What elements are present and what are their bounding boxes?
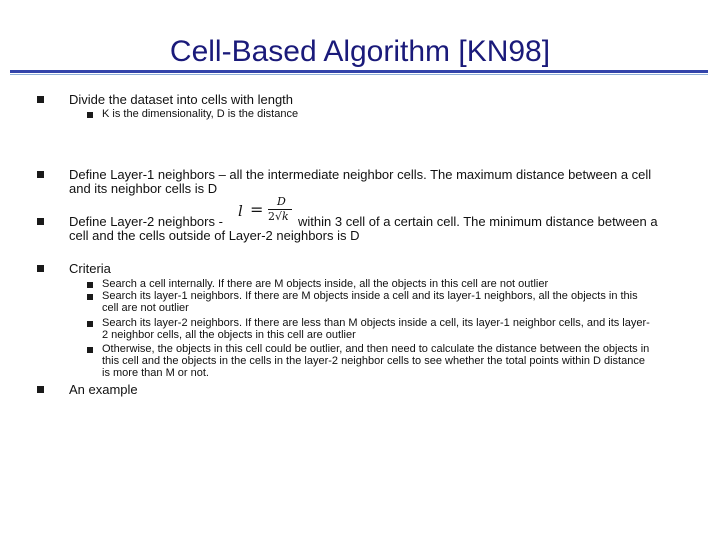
sub-bullet-marker: [87, 282, 93, 288]
sub-bullet-text-continued: 2 neighbor cells, all the objects in this cell are outlier: [102, 329, 356, 341]
formula-denominator-var: k: [282, 210, 289, 223]
sub-bullet-text: Otherwise, the objects in this cell could be outlier, and then need to calculate the distance between the objects in: [102, 343, 650, 355]
bullet-marker: [37, 386, 44, 393]
bullet-marker: [37, 171, 44, 178]
bullet-text: An example: [69, 382, 138, 397]
sub-bullet-text: Search its layer-2 neighbors. If there are less than M objects inside a cell, its layer-1 neighbor cells, and its layer-: [102, 317, 650, 329]
sub-bullet-marker: [87, 294, 93, 300]
sub-bullet-marker: [87, 112, 93, 118]
bullet-text-after-formula: within 3 cell of a certain cell. The minimum distance between a: [298, 214, 658, 229]
sub-bullet-marker: [87, 321, 93, 327]
formula-denominator: [268, 210, 289, 223]
cell-length-formula: [237, 195, 297, 227]
bullet-text-continued: cell and the cells outside of Layer-2 neighbors is D: [69, 228, 360, 243]
bullet-marker: [37, 96, 44, 103]
formula-sqrt: √: [275, 210, 283, 223]
bullet-text: Criteria: [69, 261, 111, 276]
sub-bullet-marker: [87, 347, 93, 353]
title-underline-shadow: [10, 74, 708, 75]
bullet-text-continued: and its neighbor cells is D: [69, 181, 218, 196]
bullet-text: Divide the dataset into cells with length: [69, 92, 294, 107]
sub-bullet-text-continued: this cell and the objects in the cells in the layer-2 neighbor cells to see whether the total points within D distance: [102, 355, 645, 367]
formula-lhs: l: [238, 202, 243, 220]
sub-bullet-text-continued: is more than M or not.: [102, 367, 209, 379]
sub-bullet-text: K is the dimensionality, D is the distance: [102, 108, 299, 120]
formula-numerator: D: [277, 195, 286, 208]
title-underline: [10, 70, 708, 73]
sub-bullet-text-continued: cell are not outlier: [102, 302, 189, 314]
bullet-marker: [37, 218, 44, 225]
bullet-marker: [37, 265, 44, 272]
formula-denominator-coef: 2: [268, 210, 275, 223]
bullet-text: Define Layer-1 neighbors – all the intermediate neighbor cells. The maximum distance between a cell: [69, 167, 652, 182]
slide-title: Cell-Based Algorithm [KN98]: [169, 35, 551, 68]
bullet-text: Define Layer-2 neighbors -: [69, 214, 223, 229]
formula-equals: =: [250, 200, 264, 219]
sub-bullet-text: Search a cell internally. If there are M objects inside, all the objects in this cell are not outlier: [102, 278, 549, 290]
sub-bullet-text: Search its layer-1 neighbors. If there are M objects inside a cell and its layer-1 neighbors, all the objects in this: [102, 290, 638, 302]
